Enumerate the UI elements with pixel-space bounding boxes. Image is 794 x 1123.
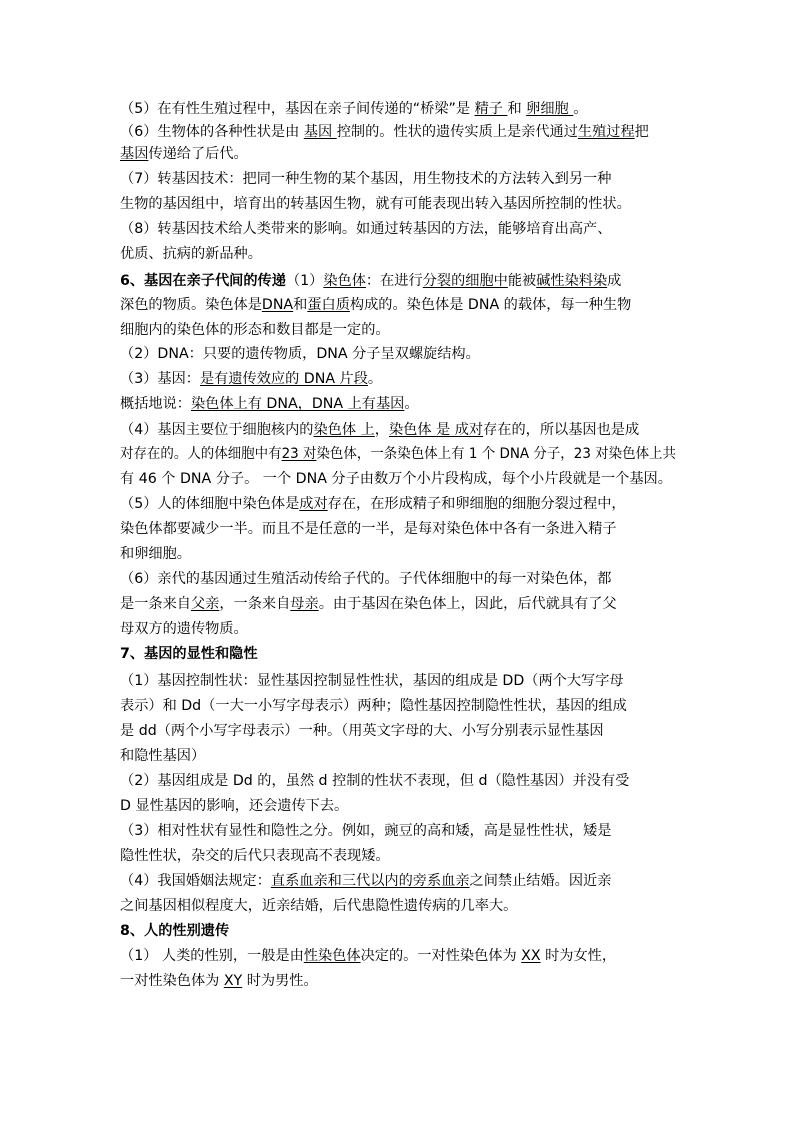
text-line [120, 520, 617, 538]
text-line [120, 321, 390, 339]
text-run: （1） 人类的性别，一般是由 [120, 948, 304, 964]
text-line [120, 797, 348, 815]
text-line [120, 620, 248, 638]
text-run: 概括地说： [120, 396, 191, 412]
text-line [120, 345, 480, 363]
text-run: （4）基因主要位于细胞核内的 [120, 422, 314, 438]
text-run: 是一条来自 [120, 596, 191, 612]
text-run: 时为男性。 [242, 973, 318, 989]
section-heading: 6、基因在亲子代间的传递 [120, 273, 286, 289]
underlined-answer: 基因 [120, 146, 149, 162]
text-line [120, 747, 205, 765]
text-run: 深色的物质。染色体是 [120, 297, 262, 313]
text-line [120, 570, 611, 588]
text-run: 对存在的。人的体细胞中有 [120, 446, 282, 462]
text-run: 有 46 个 DNA 分子。 一个 DNA 分子由数万个小片段构成，每个小片段就是一个基因。 [120, 471, 672, 487]
underlined-answer: 分裂的细胞中 [422, 273, 508, 289]
text-run: （1） [285, 273, 324, 289]
text-line [120, 495, 626, 513]
text-line [120, 672, 624, 690]
text-line [120, 922, 229, 940]
text-line [120, 645, 258, 663]
text-run: 优质、抗病的新品种。 [120, 246, 262, 262]
text-run: ， [374, 422, 389, 438]
text-run: D 显性基因的影响，还会遗传下去。 [120, 798, 349, 814]
text-line [120, 772, 629, 790]
underlined-answer: 母亲 [290, 596, 319, 612]
text-run: 。 [573, 101, 588, 117]
text-run: （2）基因组成是 Dd 的，虽然 d 控制的性状不表现，但 d（隐性基因）并没有受 [120, 773, 630, 789]
text-run: 把 [634, 124, 649, 140]
text-run: （7）转基因技术：把同一种生物的某个基因，用生物技术的方法转入到另一种 [120, 171, 612, 187]
text-run: 传递给了后代。 [148, 146, 248, 162]
text-line [120, 595, 617, 613]
text-line [120, 897, 517, 915]
text-run: 能被 [507, 273, 537, 289]
text-line [120, 445, 676, 463]
text-line [120, 545, 191, 563]
text-line [120, 245, 262, 263]
section-heading: 7、基因的显性和隐性 [120, 646, 258, 662]
underlined-answer: 生殖过程 [577, 124, 635, 140]
underlined-answer: 性染色体 [303, 948, 361, 964]
text-run: 。由于基因在染色体上，因此，后代就具有了父 [318, 596, 617, 612]
underlined-answer: 染色体 上 [313, 422, 375, 438]
text-run: 。 [404, 396, 419, 412]
text-line [120, 145, 248, 163]
text-run: 决定的。一对性染色体为 [360, 948, 522, 964]
underlined-answer: 基因 [303, 124, 337, 140]
underlined-answer: 碱性染料染 [536, 273, 608, 289]
text-run: （6）亲代的基因通过生殖活动传给子代的。子代体细胞中的每一对染色体，都 [120, 571, 612, 587]
underlined-answer: 父亲 [190, 596, 220, 612]
text-line [120, 395, 419, 413]
text-line [120, 421, 639, 439]
underlined-answer: 染色体上有 DNA，DNA 上有基因 [190, 396, 405, 412]
text-run: 母双方的遗传物质。 [120, 621, 248, 637]
text-line [120, 872, 611, 890]
text-run: 一对性染色体为 [120, 973, 224, 989]
text-run: 之间禁止结婚。因近亲 [469, 873, 612, 889]
text-line [120, 272, 621, 290]
text-run: 细胞内的染色体的形态和数目都是一定的。 [120, 322, 390, 338]
underlined-answer: XX [521, 948, 541, 964]
text-run: ：在进行 [365, 273, 423, 289]
text-run: 和隐性基因） [120, 748, 206, 764]
underlined-answer: 成对 [299, 496, 328, 512]
text-run: 和卵细胞。 [120, 546, 191, 562]
text-run: （4）我国婚姻法规定： [120, 873, 271, 889]
text-line [120, 947, 616, 965]
text-run: 存在的，所以基因也是成 [483, 422, 640, 438]
text-run: 染色体，一条染色体上有 1 个 DNA 分子，23 对染色体上共 [316, 446, 676, 462]
underlined-answer: 染色体 是 成对 [388, 422, 484, 438]
text-run: （1）基因控制性状：显性基因控制显性性状，基因的组成是 DD（两个大写字母 [120, 673, 624, 689]
underlined-answer: 蛋白质 [307, 297, 350, 313]
text-line [120, 697, 627, 715]
text-run: （3）相对性状有显性和隐性之分。例如，豌豆的高和矮，高是显性性状，矮是 [120, 823, 612, 839]
text-run: 是 dd（两个小写字母表示）一种。（用英文字母的大、小写分别表示显性基因 [120, 723, 604, 739]
underlined-answer: DNA [261, 297, 294, 313]
section-heading: 8、人的性别遗传 [120, 923, 230, 939]
text-run: 构成的。染色体是 DNA 的载体，每一种生物 [349, 297, 632, 313]
text-line [120, 220, 611, 238]
text-run: （5）在有性生殖过程中，基因在亲子间传递的“桥梁”是 [120, 101, 475, 117]
underlined-answer: 染色体 [323, 273, 366, 289]
text-line [120, 100, 587, 118]
text-run: 存在，在形成精子和卵细胞的细胞分裂过程中， [327, 496, 626, 512]
text-run: 染色体都要减少一半。而且不是任意的一半，是每对染色体中各有一条进入精子 [120, 521, 617, 537]
text-run: 成 [607, 273, 622, 289]
text-run: 之间基因相似程度大，近亲结婚，后代患隐性遗传病的几率大。 [120, 898, 518, 914]
text-run: 时为女性， [540, 948, 617, 964]
text-run: （6）生物体的各种性状是由 [120, 124, 304, 140]
underlined-answer: 直系血亲和三代以内的旁系血亲 [270, 873, 470, 889]
text-line [120, 123, 649, 141]
text-line [120, 195, 631, 213]
text-run: 控制的。性状的遗传实质上是亲代通过 [336, 124, 578, 140]
underlined-answer: 精子 [474, 101, 508, 117]
text-run: ，一条来自 [219, 596, 291, 612]
text-run: （2）DNA：只要的遗传物质，DNA 分子呈双螺旋结构。 [120, 346, 480, 362]
text-run: （8）转基因技术给人类带来的影响。如通过转基因的方法，能够培育出高产、 [120, 221, 612, 237]
text-line [120, 822, 611, 840]
underlined-answer: XY [223, 973, 243, 989]
text-run: （5）人的体细胞中染色体是 [120, 496, 300, 512]
text-line [120, 470, 672, 488]
text-run: 和 [293, 297, 308, 313]
text-run: （3）基因： [120, 371, 200, 387]
text-run: 和 [507, 101, 527, 117]
underlined-answer: 是有遗传效应的 DNA 片段 [199, 371, 368, 387]
underlined-answer: 23 对 [281, 446, 317, 462]
text-run: 生物的基因组中，培育出的转基因生物，就有可能表现出转入基因所控制的性状。 [120, 196, 631, 212]
text-line [120, 170, 611, 188]
text-line [120, 847, 390, 865]
text-run: 隐性性状，杂交的后代只表现高不表现矮。 [120, 848, 390, 864]
text-run: 。 [367, 371, 383, 387]
text-line [120, 722, 604, 740]
text-line [120, 296, 631, 314]
text-line [120, 370, 382, 388]
text-run: 表示）和 Dd（一大一小写字母表示）两种；隐性基因控制隐性性状，基因的组成 [120, 698, 627, 714]
text-line [120, 972, 318, 990]
underlined-answer: 卵细胞 [526, 101, 574, 117]
